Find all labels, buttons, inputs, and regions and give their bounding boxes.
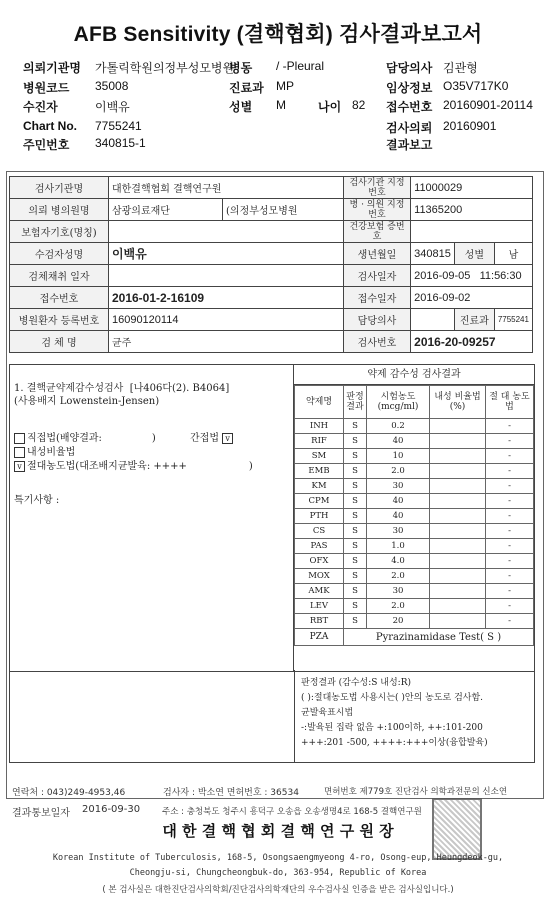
result-row (295, 464, 534, 479)
judge-line2: ( ):절대농도법 사용시는( )안의 농도로 검사함. (301, 693, 484, 703)
ratio-row: 내성비율법 (14, 443, 75, 458)
dept-label-form: 진료과 (454, 309, 494, 331)
ratio-cell (430, 599, 486, 614)
clin-info-value: O35V717K0 (443, 79, 509, 93)
chart-no-label: Chart No. (23, 119, 77, 133)
sex-label: 성별 (229, 100, 253, 114)
drug-cell: MOX (295, 569, 344, 584)
scanned-report (6, 171, 544, 799)
ratio-cell (430, 584, 486, 599)
ward-label: 병동 (229, 61, 253, 75)
org-address-en1: Korean Institute of Tuberculosis, 168-5, Osongsaengmyeong 4-ro, Osong-eup, Heungdeok-gu, (52, 853, 504, 863)
conc-cell: 2.0 (367, 569, 430, 584)
result-row (295, 569, 534, 584)
drug-cell: CPM (295, 494, 344, 509)
judge-cell: S (344, 434, 367, 449)
conc-cell: 20 (367, 614, 430, 629)
conc-cell: 30 (367, 584, 430, 599)
age-value: 82 (352, 98, 366, 112)
conc-cell: 2.0 (367, 464, 430, 479)
drug-cell: RIF (295, 434, 344, 449)
report-date-label: 결과통보일자 (12, 808, 70, 819)
judge-line1: 판정결과 (감수성:S 내성:R) (301, 678, 411, 688)
result-row (295, 614, 534, 629)
col-ratio: 내성 비율법(%) (430, 386, 486, 419)
drug-cell: RBT (295, 614, 344, 629)
abs-cell: - (486, 584, 534, 599)
drug-cell: LEV (295, 599, 344, 614)
left-panel (9, 364, 294, 672)
receipt-no-label: 접수번호 (386, 100, 433, 114)
test-date-value: 2016-09-05 (414, 269, 471, 282)
report-label: 결과보고 (386, 138, 433, 152)
ratio-cell (430, 434, 486, 449)
drug-cell: PAS (295, 539, 344, 554)
test-no-label: 검사번호 (343, 331, 410, 353)
abs-checkbox: v (14, 461, 25, 472)
age-label: 나이 (318, 100, 342, 114)
ratio-cell (430, 569, 486, 584)
name-value: 이백유 (108, 243, 343, 265)
dept-value-form: 7755241 (494, 309, 532, 331)
judge-cell: S (344, 524, 367, 539)
doctor-value: 김관형 (443, 61, 478, 75)
ratio-cell (430, 539, 486, 554)
specimen-label: 검 체 명 (10, 331, 109, 353)
ratio-cell (430, 554, 486, 569)
rrn-label: 주민번호 (23, 138, 70, 152)
col-conc: 시험농도 (mcg/ml) (367, 386, 430, 419)
ratio-cell (430, 479, 486, 494)
judge-cell: S (344, 584, 367, 599)
drug-cell: SM (295, 449, 344, 464)
abs-cell: - (486, 539, 534, 554)
hosp-code-value-form: 11365200 (411, 199, 533, 221)
ratio-cell (430, 449, 486, 464)
lab-value: 대한결핵협회 결핵연구원 (108, 177, 343, 199)
indirect-checkbox: v (222, 433, 233, 444)
req-org-value: 가톨릭학원의정부성모병원 (95, 61, 235, 75)
abs-cell: - (486, 524, 534, 539)
name-label: 수검자성명 (10, 243, 109, 265)
patient-form-table (9, 176, 533, 353)
abs-value: ++++ (153, 461, 187, 472)
result-row (295, 554, 534, 569)
conc-cell: 1.0 (367, 539, 430, 554)
conc-cell: 0.2 (367, 419, 430, 434)
abs-cell: - (486, 599, 534, 614)
ratio-cell (430, 509, 486, 524)
result-row (295, 419, 534, 434)
patient-label: 수진자 (23, 100, 58, 114)
birth-label: 생년월일 (343, 243, 410, 265)
ward-value: / -Pleural (276, 59, 325, 73)
judge-cell: S (344, 419, 367, 434)
conc-cell: 4.0 (367, 554, 430, 569)
doctor-label-form: 담당의사 (343, 309, 410, 331)
receipt-date-value: 2016-09-02 (411, 287, 533, 309)
col-judge: 판정 결과 (344, 386, 367, 419)
dept-label: 진료과 (229, 81, 264, 95)
ratio-cell (430, 464, 486, 479)
drug-cell: PTH (295, 509, 344, 524)
sex-value: M (276, 98, 286, 112)
abs-cell: - (486, 479, 534, 494)
req-date-value: 20160901 (443, 119, 497, 133)
org-address-en2: Cheongju-si, Chungcheongbuk-do, 363-954, Republic of Korea (129, 868, 427, 878)
result-row (295, 524, 534, 539)
insurance-label: 건강보험 증번호 (343, 221, 410, 243)
result-row (295, 599, 534, 614)
pza-value: Pyrazinamidase Test( S ) (344, 629, 534, 646)
ratio-cell (430, 524, 486, 539)
reg-label: 병원환자 등록번호 (10, 309, 109, 331)
judge-line4: -:발육된 집락 없음 +:100이하, ++:101-200 (301, 723, 483, 733)
result-row (295, 479, 534, 494)
sex-label-form: 성별 (454, 243, 494, 265)
patient-value: 이백유 (95, 100, 130, 114)
receipt-date-label: 접수일자 (343, 287, 410, 309)
abs-cell: - (486, 569, 534, 584)
pza-label: PZA (295, 629, 344, 646)
test-date-label: 검사일자 (343, 265, 410, 287)
dept-value: MP (276, 79, 294, 93)
col-drug: 약제명 (295, 386, 344, 419)
col-abs: 절 대 농도법 (486, 386, 534, 419)
judge-cell: S (344, 569, 367, 584)
method-line2: (사용배지 Lowenstein-Jensen) (14, 396, 160, 407)
method-code: [나406다(2). B4064] (129, 383, 230, 394)
result-row (295, 449, 534, 464)
examiner: 검사자 : 박소연 면허번호 : 36534 (163, 788, 299, 798)
clin-info-label: 임상정보 (386, 81, 433, 95)
report-date: 2016-09-30 (82, 804, 141, 815)
judge-cell: S (344, 509, 367, 524)
hosp-code-label-form: 병 · 의원 지정번호 (343, 199, 410, 221)
judge-cell: S (344, 479, 367, 494)
drug-cell: OFX (295, 554, 344, 569)
judge-cell: S (344, 599, 367, 614)
conc-cell: 30 (367, 479, 430, 494)
drug-cell: AMK (295, 584, 344, 599)
judge-line5: +++:201 -500, ++++:+++이상(융합발육) (301, 738, 488, 748)
judge-cell: S (344, 494, 367, 509)
abs-cell: - (486, 434, 534, 449)
insurer-label: 보험자기호(명칭) (10, 221, 109, 243)
receipt-no-value: 20160901-20114 (443, 98, 533, 112)
collect-label: 검체채취 일자 (10, 265, 109, 287)
chart-no-value: 7755241 (95, 119, 142, 133)
method-line1: 1. 결핵균약제감수성검사 [나406다(2). B4064] (14, 383, 230, 394)
abs-cell: - (486, 614, 534, 629)
conc-cell: 40 (367, 434, 430, 449)
receipt-value: 2016-01-2-16109 (108, 287, 343, 309)
contact: 연락처 : 043)249-4953,46 (12, 788, 126, 798)
drug-cell: EMB (295, 464, 344, 479)
birth-value: 340815 (411, 243, 455, 265)
hosp-code-label: 병원코드 (23, 81, 70, 95)
abs-cell: - (486, 494, 534, 509)
note-label: 특기사항 : (14, 495, 60, 506)
conc-cell: 40 (367, 509, 430, 524)
judge-cell: S (344, 464, 367, 479)
judge-panel (9, 670, 535, 763)
abs-cell: - (486, 419, 534, 434)
doctor-label: 담당의사 (386, 61, 433, 75)
judge-text (294, 670, 535, 762)
hospital-label: 의뢰 병의원명 (10, 199, 109, 221)
ratio-cell (430, 494, 486, 509)
hospital-value: 삼광의료재단 (108, 199, 222, 221)
test-no-value: 2016-20-09257 (411, 331, 533, 353)
abs-cell: - (486, 554, 534, 569)
sex-value-form: 남 (494, 243, 532, 265)
lab-label: 검사기관명 (10, 177, 109, 199)
judge-cell: S (344, 539, 367, 554)
indirect-row: 간접법 v (190, 429, 235, 444)
org-name-kr: 대 한 결 핵 협 회 결 핵 연 구 원 장 (162, 822, 394, 840)
ratio-cell (430, 614, 486, 629)
certification-note: ( 본 검사실은 대한진단검사의학회/진단검사의학재단의 우수검사실 인증을 받은 검사실입니다.) (102, 885, 454, 895)
result-panel (293, 364, 535, 672)
abs-cell: - (486, 509, 534, 524)
abs-cell: - (486, 464, 534, 479)
address: 주소 : 충청북도 청주시 흥덕구 오송읍 오송생명4로 168-5 결핵연구원 (162, 807, 422, 817)
reg-value: 16090120114 (108, 309, 343, 331)
ratio-cell (430, 419, 486, 434)
hospital-sub: (의정부성모병원 (223, 199, 344, 221)
conc-cell: 10 (367, 449, 430, 464)
lab-code-label: 검사기관 지정번호 (343, 177, 410, 199)
conc-cell: 30 (367, 524, 430, 539)
result-table (294, 385, 534, 646)
req-org-label: 의뢰기관명 (23, 61, 81, 75)
result-row (295, 509, 534, 524)
req-date-label: 검사의뢰 (386, 121, 433, 135)
drug-cell: INH (295, 419, 344, 434)
result-row (295, 494, 534, 509)
result-row (295, 539, 534, 554)
test-time-value: 11:56:30 (479, 269, 522, 282)
drug-cell: KM (295, 479, 344, 494)
receipt-label: 접수번호 (10, 287, 109, 309)
abs-row: v 절대농도법(대조배지균발육: ++++ ) (14, 457, 253, 472)
drug-cell: CS (295, 524, 344, 539)
hosp-code-value: 35008 (95, 79, 129, 93)
report-title: AFB Sensitivity (결핵협회) 검사결과보고서 (73, 23, 483, 46)
judge-cell: S (344, 614, 367, 629)
result-row (295, 584, 534, 599)
rrn-value: 340815-1 (95, 136, 146, 150)
lab-code-value: 11000029 (411, 177, 533, 199)
direct-row: 직접법(배양결과: ) (14, 429, 156, 444)
abs-cell: - (486, 449, 534, 464)
specialist: 면허번호 제779호 진단검사 의학과전문의 신소연 (324, 787, 508, 797)
conc-cell: 2.0 (367, 599, 430, 614)
conc-cell: 40 (367, 494, 430, 509)
specimen-value: 균주 (108, 331, 343, 353)
result-row (295, 434, 534, 449)
result-caption: 약제 감수성 검사결과 (294, 365, 534, 385)
judge-cell: S (344, 554, 367, 569)
judge-cell: S (344, 449, 367, 464)
judge-line3: 균발육표시법 (301, 708, 354, 718)
